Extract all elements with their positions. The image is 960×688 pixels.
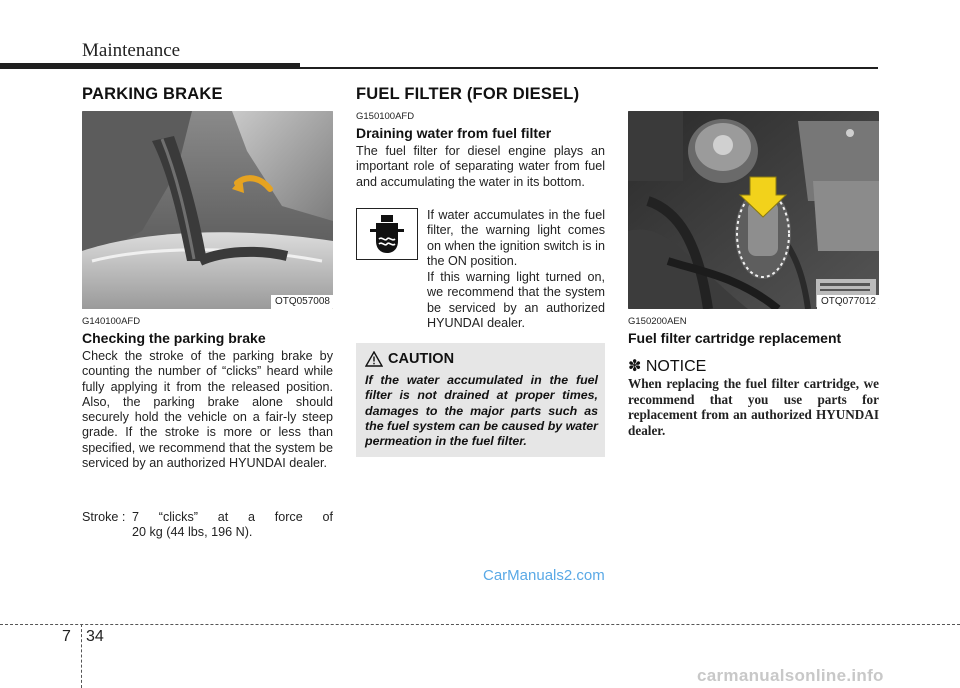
stroke-value-line1: 7 “clicks” at a force of [132,510,333,524]
header-rule-thin [300,67,878,69]
caution-title: CAUTION [388,351,455,367]
section-title-parking-brake: PARKING BRAKE [82,85,223,103]
site-watermark: carmanualsonline.info [697,666,884,685]
footer-rule [0,624,960,625]
notice-heading [628,356,706,376]
warning-triangle-icon [365,351,383,372]
section-title-fuel-filter: FUEL FILTER (FOR DIESEL) [356,85,580,103]
notice-text: When replacing the fuel filter cartridge, we recommend that you use parts for replacement from an authorized HYUNDAI dealer. [628,376,879,438]
caution-text: If the water accumulated in the fuel filter is not drained at proper times, damages to the major parts such as the fuel system can be caused by water permeation in the fuel filter. [365,373,598,449]
warning-light-paragraph: If water accumulates in the fuel filter, the warning light comes on when the ignition switch is in the ON position. [427,208,605,268]
subsection-title: Checking the parking brake [82,330,266,346]
photo-caption: OTQ077012 [817,295,879,309]
section-code: G150200AEN [628,316,687,327]
service-paragraph: If this warning light turned on, we recommend that the system be serviced by an authorized HYUNDAI dealer. [427,270,605,330]
parking-brake-photo [82,111,333,309]
page-number: 34 [86,628,104,645]
water-warning-icon [356,208,418,260]
fuel-filter-photo [628,111,879,309]
notice-title: NOTICE [645,358,707,375]
body-paragraph: Check the stroke of the parking brake by counting the number of “clicks” heard while fully applying it from the released position. Also, the parking brake alone should securely hold the vehicle on a fair-ly steep grade. If the stroke is more or less than specified, we recommend that the system be serviced by an authorized HYUNDAI dealer. [82,349,333,471]
section-code: G150100AFD [356,111,415,122]
notice-symbol-icon: ✽ [628,358,642,375]
photo-caption: OTQ057008 [271,295,333,309]
chapter-number: 7 [62,628,71,645]
subsection-title: Draining water from fuel filter [356,125,552,141]
caution-box [356,343,605,457]
section-code: G140100AFD [82,316,141,327]
watermark-link[interactable]: CarManuals2.com [483,567,605,584]
footer-divider [81,624,82,688]
body-paragraph: The fuel filter for diesel engine plays an important role of separating water from fuel and accumulating the water in its bottom. [356,144,605,189]
page-header-title: Maintenance [82,40,181,61]
stroke-label: Stroke : [82,510,126,524]
subsection-title: Fuel filter cartridge replacement [628,330,842,346]
stroke-value-line2: 20 kg (44 lbs, 196 N). [132,525,253,539]
header-rule-thick [0,63,300,69]
